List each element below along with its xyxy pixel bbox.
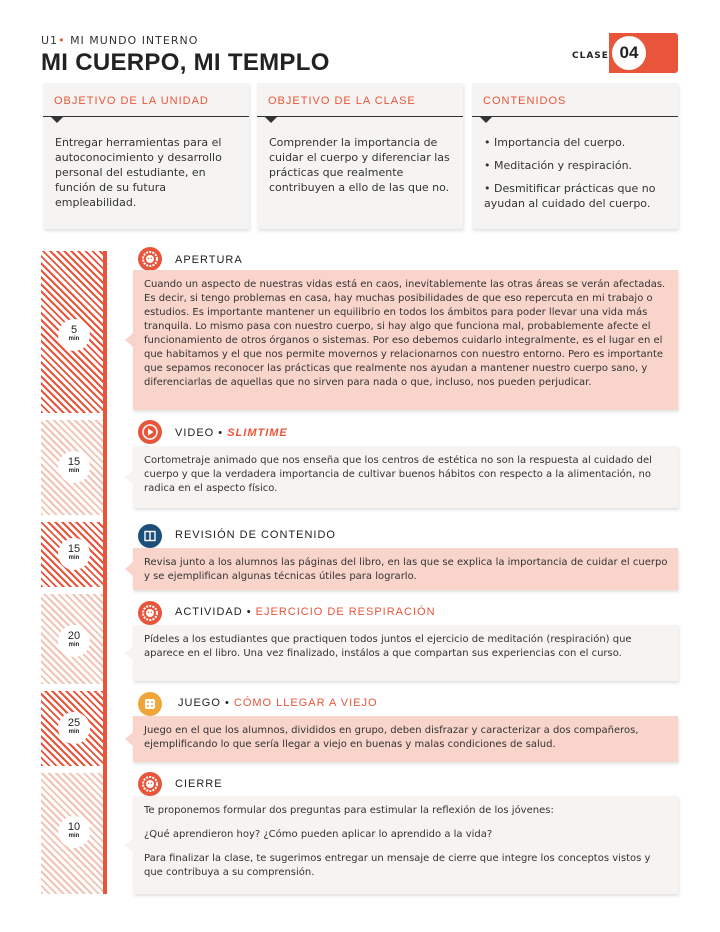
card-divider bbox=[43, 116, 249, 117]
section-text: Pídeles a los estudiantes que practiquen todos juntos el ejercicio de meditación (respiración) que aparece en el libro. Una vez finalizado, instálos a que compartan sus experiencias con el curso. bbox=[144, 634, 632, 659]
clase-number: 04 bbox=[612, 36, 646, 70]
section-subheading: EJERCICIO DE RESPIRACIÓN bbox=[255, 606, 436, 618]
card-arrow-icon bbox=[51, 117, 63, 123]
time-badge-juego: 25 min bbox=[58, 712, 90, 744]
card-text: Entregar herramientas para el autoconocimiento y desarrollo personal del estudiante, en función de su futura empleabilidad. bbox=[55, 136, 222, 209]
unit-code: U1 bbox=[41, 34, 59, 47]
card-heading: OBJETIVO DE LA CLASE bbox=[268, 95, 416, 107]
card-arrow-icon bbox=[265, 117, 277, 123]
time-badge-cierre: 10 min bbox=[58, 816, 90, 848]
section-box-apertura bbox=[133, 270, 678, 410]
section-heading-actividad: ACTIVIDAD • EJERCICIO DE RESPIRACIÓN bbox=[175, 606, 436, 618]
contents-list-wrap bbox=[472, 116, 678, 211]
section-text: Para finalizar la clase, te sugerimos entregar un mensaje de cierre que integre los conceptos vistos y que contribuya a su comprensión. bbox=[144, 853, 651, 878]
lion-icon bbox=[138, 772, 162, 796]
section-box-juego bbox=[133, 716, 678, 762]
card-heading: OBJETIVO DE LA UNIDAD bbox=[54, 95, 209, 107]
section-text: Juego en el que los alumnos, divididos en grupo, deben disfrazar y caracterizar a dos compañeros, ejemplificando lo que sería llegar a viejo en buenas y malas condiciones de salud. bbox=[144, 725, 639, 750]
time-badge-revision: 15 min bbox=[58, 538, 90, 570]
section-subheading: SLIMTIME bbox=[227, 427, 288, 439]
box-pointer bbox=[125, 562, 133, 576]
section-heading-video: VIDEO • SLIMTIME bbox=[175, 427, 288, 439]
section-box-revision bbox=[133, 548, 678, 590]
unit-eyebrow bbox=[41, 34, 198, 47]
card-divider bbox=[257, 116, 463, 117]
section-text: ¿Qué aprendieron hoy? ¿Cómo pueden aplicar lo aprendido a la vida? bbox=[144, 829, 493, 840]
box-pointer bbox=[125, 838, 133, 852]
card-contenidos bbox=[472, 83, 678, 229]
card-objetivo-clase bbox=[257, 83, 463, 229]
time-badge-actividad: 20 min bbox=[58, 625, 90, 657]
section-heading-cierre: CIERRE bbox=[175, 778, 223, 790]
unit-name: MI MUNDO INTERNO bbox=[70, 34, 199, 47]
play-icon bbox=[138, 420, 162, 444]
section-text: Te proponemos formular dos preguntas para estimular la reflexión de los jóvenes: bbox=[144, 805, 554, 816]
section-text: Revisa junto a los alumnos las páginas del libro, en las que se explica la importancia de cuidar el cuerpo y se ejemplifican algunas técnicas útiles para lograrlo. bbox=[144, 557, 668, 582]
time-badge-video: 15 min bbox=[58, 451, 90, 483]
card-objetivo-unidad bbox=[43, 83, 249, 229]
card-heading: CONTENIDOS bbox=[483, 95, 567, 107]
section-heading-revision: REVISIÓN DE CONTENIDO bbox=[175, 529, 336, 541]
section-text: Cortometraje animado que nos enseña que los centros de estética no son la respuesta al cuidado del cuerpo y que la verdadera importancia de cultivar buenos hábitos con respecto a la alimentación, no radica en el aspecto físico. bbox=[144, 455, 652, 494]
time-badge-apertura: 5 min bbox=[58, 319, 90, 351]
list-item: • Meditación y respiración. bbox=[484, 159, 633, 172]
page-title: MI CUERPO, MI TEMPLO bbox=[41, 49, 330, 76]
dice-icon bbox=[138, 692, 162, 716]
contents-list bbox=[484, 135, 667, 211]
dot-separator: • bbox=[58, 34, 66, 47]
box-pointer bbox=[125, 470, 133, 484]
clase-label: CLASE bbox=[572, 51, 609, 61]
section-text: Cuando un aspecto de nuestras vidas está en caos, inevitablemente las otras áreas se verán afectadas. Es decir, si tengo problemas en casa, hay muchas posibilidades de que eso repercuta en mi trabajo o estudios. Es importante mantener un equilibrio en todos los ámbitos para poder llevar una vida más tranquila. Lo mismo pasa con nuestro cuerpo, si hay algo que funciona mal, probablemente afecte el funcionamiento de otros órganos o sistemas. Por eso debemos cuidarlo integralmente, es el lugar en el que habitamos y el que nos permite movernos y relacionarnos con nuestro entorno. Pero es importante que sepamos reconocer las prácticas que realmente nos ayudan a mantener nuestro cuerpo sano, y diferenciarlas de aquellas que no sirven para nada o que, incluso, nos pueden perjudicar. bbox=[144, 279, 666, 388]
section-box-cierre bbox=[133, 796, 678, 894]
section-heading-apertura: APERTURA bbox=[175, 254, 243, 266]
section-heading-juego: JUEGO • CÓMO LLEGAR A VIEJO bbox=[178, 697, 378, 709]
lion-icon bbox=[138, 601, 162, 625]
timeline-rail bbox=[103, 251, 107, 894]
card-arrow-icon bbox=[480, 117, 492, 123]
card-text: Comprender la importancia de cuidar el cuerpo y diferenciar las prácticas que realmente contribuyen a ello de las que no. bbox=[269, 136, 450, 194]
section-box-video bbox=[133, 446, 678, 508]
card-divider bbox=[472, 116, 678, 117]
box-pointer bbox=[125, 646, 133, 660]
section-subheading: CÓMO LLEGAR A VIEJO bbox=[233, 697, 378, 709]
box-pointer bbox=[125, 732, 133, 746]
lion-icon bbox=[138, 247, 162, 271]
book-icon bbox=[138, 524, 162, 548]
list-item: • Importancia del cuerpo. bbox=[484, 136, 626, 149]
box-pointer bbox=[125, 333, 133, 347]
list-item: • Desmitificar prácticas que no ayudan al cuidado del cuerpo. bbox=[484, 182, 656, 210]
section-box-actividad bbox=[133, 625, 678, 681]
